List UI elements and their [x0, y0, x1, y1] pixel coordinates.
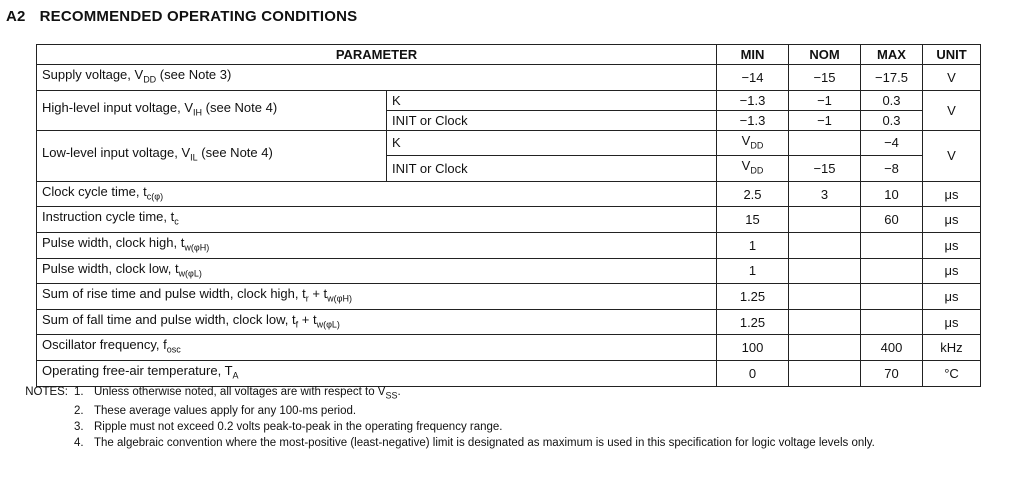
max-value: 0.3: [861, 110, 923, 130]
unit-value: μs: [923, 309, 981, 335]
section-title: RECOMMENDED OPERATING CONDITIONS: [39, 8, 358, 25]
min-value: 1: [717, 258, 789, 284]
max-value: [861, 284, 923, 310]
note-text: These average values apply for any 100-ms period.: [94, 405, 357, 418]
param-label: High-level input voltage, $V_{IH}$ (see Note 4): [37, 90, 387, 130]
param-label: Oscillator frequency, $f_{osc}$: [37, 335, 717, 361]
nom-value: [789, 309, 861, 335]
max-value: 70: [861, 360, 923, 386]
nom-value: [789, 258, 861, 284]
table-row: [37, 130, 981, 156]
nom-value: −15: [789, 65, 861, 91]
max-value: −4: [861, 130, 923, 156]
operating-conditions-table: [36, 44, 981, 387]
unit-value: kHz: [923, 335, 981, 361]
table-row: [37, 90, 981, 110]
table-row: [37, 284, 981, 310]
min-value: 100: [717, 335, 789, 361]
min-value: $V_{DD}$: [717, 156, 789, 182]
nom-value: [789, 130, 861, 156]
unit-value: V: [923, 130, 981, 181]
nom-value: 3: [789, 181, 861, 207]
note-3: [0, 419, 994, 435]
param-label: Pulse width, clock low, $t_{w(\varphi L)}$: [37, 258, 717, 284]
unit-value: μs: [923, 284, 981, 310]
notes-lead: NOTES:: [25, 386, 68, 398]
note-number: 2.: [74, 405, 84, 418]
table-row: [37, 309, 981, 335]
nom-value: [789, 207, 861, 233]
min-value: 1: [717, 232, 789, 258]
col-header-min: MIN: [717, 45, 789, 65]
table-row: [37, 360, 981, 386]
note-2: [0, 403, 994, 419]
table-row: [37, 181, 981, 207]
min-value: −1.3: [717, 110, 789, 130]
min-value: 15: [717, 207, 789, 233]
section-heading: [6, 8, 357, 25]
note-number: 4.: [74, 437, 84, 450]
note-number: 3.: [74, 421, 84, 434]
unit-value: μs: [923, 232, 981, 258]
note-4: [0, 435, 994, 451]
param-label: Clock cycle time, $t_{c(\varphi)}$: [37, 181, 717, 207]
max-value: 60: [861, 207, 923, 233]
param-label: Sum of fall time and pulse width, clock low, $t_f + t_{w(\varphi L)}$: [37, 309, 717, 335]
condition-label: K: [387, 130, 717, 156]
param-label: Operating free-air temperature, $T_A$: [37, 360, 717, 386]
min-value: 1.25: [717, 284, 789, 310]
max-value: 400: [861, 335, 923, 361]
notes-section: [0, 384, 994, 451]
param-label: Pulse width, clock high, $t_{w(\varphi H)}$: [37, 232, 717, 258]
unit-value: μs: [923, 258, 981, 284]
min-value: $V_{DD}$: [717, 130, 789, 156]
max-value: [861, 309, 923, 335]
nom-value: [789, 232, 861, 258]
table-row: [37, 335, 981, 361]
nom-value: −1: [789, 110, 861, 130]
max-value: [861, 232, 923, 258]
unit-value: V: [923, 90, 981, 130]
note-text: The algebraic convention where the most-positive (least-negative) limit is designated as maximum is used in this specification for logic voltage levels only.: [94, 437, 875, 450]
min-value: 2.5: [717, 181, 789, 207]
unit-value: V: [923, 65, 981, 91]
nom-value: −1: [789, 90, 861, 110]
param-label: Sum of rise time and pulse width, clock high, $t_r + t_{w(\varphi H)}$: [37, 284, 717, 310]
table-row: [37, 258, 981, 284]
unit-value: μs: [923, 181, 981, 207]
max-value: 10: [861, 181, 923, 207]
min-value: 0: [717, 360, 789, 386]
col-header-parameter: PARAMETER: [37, 45, 717, 65]
nom-value: [789, 335, 861, 361]
note-text: Ripple must not exceed 0.2 volts peak-to-peak in the operating frequency range.: [94, 421, 503, 434]
nom-value: −15: [789, 156, 861, 182]
table-row: [37, 207, 981, 233]
condition-label: INIT or Clock: [387, 156, 717, 182]
min-value: −14: [717, 65, 789, 91]
max-value: −8: [861, 156, 923, 182]
nom-value: [789, 284, 861, 310]
nom-value: [789, 360, 861, 386]
param-label: Low-level input voltage, $V_{IL}$ (see Note 4): [37, 130, 387, 181]
max-value: [861, 258, 923, 284]
param-label: Instruction cycle time, $t_c$: [37, 207, 717, 233]
param-label: Supply voltage, $V_{DD}$ (see Note 3): [37, 65, 717, 91]
table-row: [37, 232, 981, 258]
note-text: Unless otherwise noted, all voltages are with respect to $V_{SS}$.: [94, 386, 401, 401]
note-1: [0, 384, 994, 403]
unit-value: °C: [923, 360, 981, 386]
min-value: −1.3: [717, 90, 789, 110]
section-number: A2: [6, 8, 26, 25]
note-number: 1.: [74, 386, 84, 398]
unit-value: μs: [923, 207, 981, 233]
col-header-max: MAX: [861, 45, 923, 65]
condition-label: INIT or Clock: [387, 110, 717, 130]
min-value: 1.25: [717, 309, 789, 335]
max-value: 0.3: [861, 90, 923, 110]
col-header-nom: NOM: [789, 45, 861, 65]
col-header-unit: UNIT: [923, 45, 981, 65]
table-row: [37, 65, 981, 91]
table-header-row: [37, 45, 981, 65]
max-value: −17.5: [861, 65, 923, 91]
condition-label: K: [387, 90, 717, 110]
